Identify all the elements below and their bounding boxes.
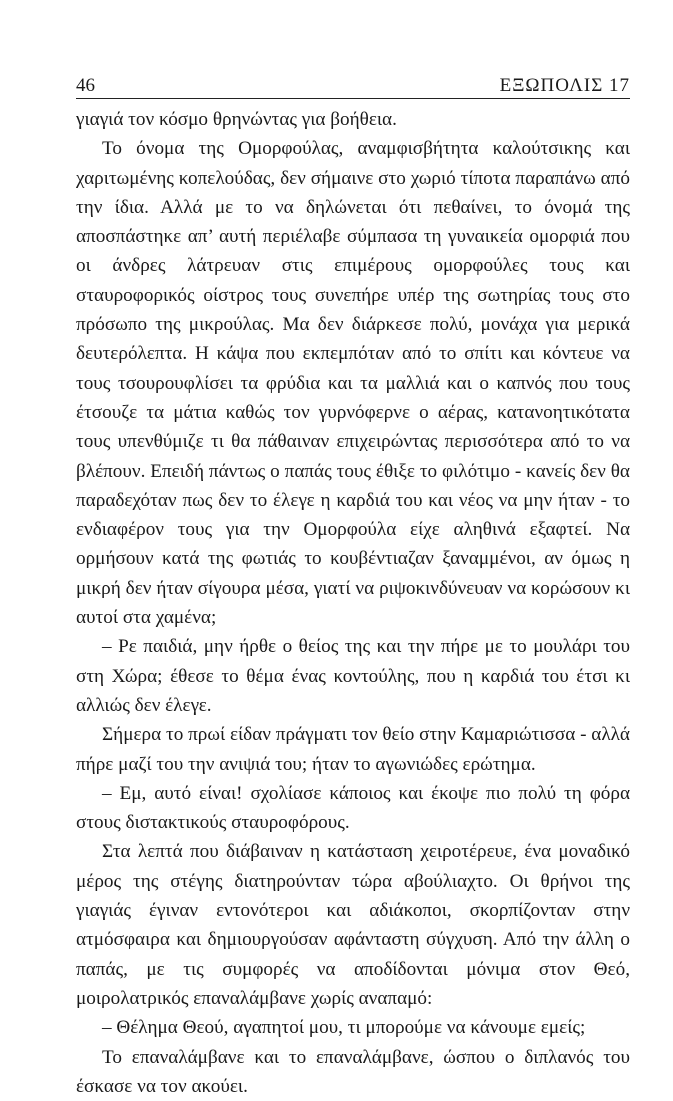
body-text xyxy=(76,105,630,1101)
book-page xyxy=(76,74,630,994)
paragraph: Στα λεπτά που διάβαιναν η κατάσταση χειροτέρευε, ένα μοναδικό μέρος της στέγης διατηρούνταν τώρα αβούλιαχτο. Οι θρήνοι της γιαγιάς έγιναν εντονότεροι και αδιάκοποι, σκορπίζονταν στην ατμόσφαιρα και δημιουργούσαν αφάνταστη σύγχυση. Από την άλλη ο παπάς, με τις συμφορές να αποδίδονται μόνιμα στον Θεό, μοιρολατρικός επαναλάμβανε χωρίς αναπαμό: xyxy=(76,837,630,1013)
dialogue-paragraph: – Ρε παιδιά, μην ήρθε ο θείος της και την πήρε με το μουλάρι του στη Χώρα; έθεσε το θέμα ένας κοντούλης, που η καρδιά του έτσι κι αλλιώς δεν έλεγε. xyxy=(76,632,630,720)
dialogue-paragraph: – Θέλημα Θεού, αγαπητοί μου, τι μπορούμε να κάνουμε εμείς; xyxy=(76,1013,630,1042)
running-head-title: ΕΞΩΠΟΛΙΣ 17 xyxy=(500,76,630,98)
paragraph: Το επαναλάμβανε και το επαναλάμβανε, ώσπου ο διπλανός του έσκασε να τον ακούει. xyxy=(76,1043,630,1101)
paragraph: Σήμερα το πρωί είδαν πράγματι τον θείο στην Καμαριώτισσα - αλλά πήρε μαζί του την ανιψιά του; ήταν το αγωνιώδες ερώτημα. xyxy=(76,720,630,779)
paragraph: γιαγιά τον κόσμο θρηνώντας για βοήθεια. xyxy=(76,105,630,134)
paragraph: Το όνομα της Ομορφούλας, αναμφισβήτητα καλούτσικης και χαριτωμένης κοπελούδας, δεν σήμαινε στο χωριό τίποτα παραπάνω από την ίδια. Αλλά με το να δηλώνεται ότι πεθαίνει, το όνομά της αποσπάστηκε απ’ αυτή περιέλαβε σύμπασα τη γυναικεία ομορφιά που οι άνδρες λάτρευαν στις επιμέρους ομορφούλες τους και σταυροφορικός οίστρος τους συνεπήρε υπέρ της σωτηρίας τους στο πρόσωπο της μικρούλας. Μα δεν διάρκεσε πολύ, μονάχα για μερικά δευτερόλεπτα. Η κάψα που εκπεμπόταν από το σπίτι και κόντευε να τους τσουρουφλίσει τα φρύδια και τα μαλλιά και ο καπνός που τους έτσουζε τα μάτια καθώς τον γυρνόφερνε ο αέρας, κατανοητικότατα τους υπενθύμιζε τι θα πάθαιναν επιχειρώντας περισσότερα από το να βλέπουν. Επειδή πάντως ο παπάς τους έθιξε το φιλότιμο - κανείς δεν θα παραδεχόταν πως δεν το έλεγε η καρδιά του και νέος να μην ήταν - το ενδιαφέρον τους για την Ομορφούλα είχε αληθινά εξαφτεί. Να ορμήσουν κατά της φωτιάς το κουβέντιαζαν ξαναμμένοι, αν όμως η μικρή δεν ήταν σίγουρα μέσα, γιατί να ριψοκινδύνευαν να κορώσουν κι αυτοί στα χαμένα; xyxy=(76,134,630,632)
dialogue-paragraph: – Εμ, αυτό είναι! σχολίασε κάποιος και έκοψε πιο πολύ τη φόρα στους διστακτικούς σταυροφόρους. xyxy=(76,779,630,838)
running-header xyxy=(76,74,630,99)
page-number: 46 xyxy=(76,76,95,98)
